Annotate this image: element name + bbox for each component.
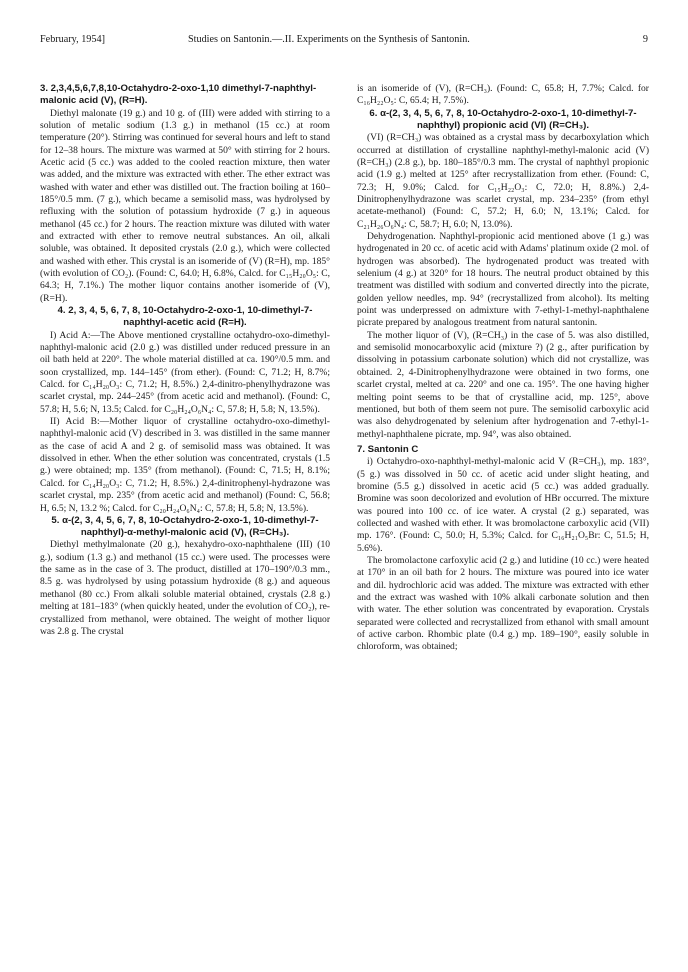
running-header [40,34,648,50]
left-column [40,83,330,638]
header-title: Studies on Santonin.—.II. Experiments on the Synthesis of Santonin. [188,34,470,45]
page-number: 9 [642,34,648,45]
section-heading: 6. α-(2, 3, 4, 5, 6, 7, 8, 10-Octahydro-2-oxo-1, 10-dimethyl-7-naphthyl) propionic acid (VI) (R=CH₃). [369,107,637,131]
body-paragraph: is an isomeride of (V), (R=CH₃). (Found: C, 65.8; H, 7.7%; Calcd. for C₁₆H₂₂O₅: C, 65.4; H, 7.5%). [357,83,649,107]
body-paragraph: The mother liquor of (V), (R=CH₃) in the case of 5. was also distilled, and semisolid monocarboxylic acid (mixture ?) (2 g., after purification by dissolving in potassium carbonate solution) which did not crystallize, was obtained. 2, 4-Dinitrophenylhydrazone were obtained in two forms, one scarlet crystal, melted at ca. 220° and one ca. 195°. The one having higher melting point seems to be that of crystalline acid, mp. 125°, above mentioned, but both of them seem not pure. The semisolid carboxylic acid was also dehydrogenated by selenium after hydrogenation and 7-ethyl-1-methyl-naphthalene picrate, mp. 94°, was also obtained. [357,329,649,440]
body-paragraph: Diethyl methylmalonate (20 g.), hexahydro-oxo-naphthalene (III) (10 g.), sodium (1.3 g.) and methanol (15 cc.) were used. The processes were the same as in the case of 3. The product, distilled at 170–190°/0.3 mm., 8.5 g. was hydrolysed by using potassium hydroxide (8 g.) and aqueous methanol (80 cc.) From alkali soluble material obtained, crystals (2.8 g.) melting at 181–183° (when quickly heated, under the evolution of CO₂), re-crystallized from methanol, were obtained. The weight of mother liquor was 2.8 g. The crystal [40,539,330,637]
section-heading: 3. 2,3,4,5,6,7,8,10-Octahydro-2-oxo-1,10 dimethyl-7-naphthyl-malonic acid (V), (R=H). [40,83,317,107]
body-paragraph: I) Acid A:—The Above mentioned crystalline octahydro-oxo-dimethyl-naphthyl-malonic acid (2.0 g.) was distilled under reduced pressure in an oil bath held at 220°. The whole material distilled at ca. 190°/0.5 mm. and soon crystallized, mp. 144–145° (from ether). (Found: C, 71.2; H, 8.7%; Calcd. for C₁₄H₂₀O₃: C, 71.2; H, 8.5%.) 2,4-dinitro-phenylhydrazone was scarlet crystal, mp. 244–245° (from acetic acid and methanol). (Found: C, 57.8; H, 5.6; N, 13.5; Calcd. for C₂₀H₂₄O₆N₄: C, 57.8; H, 5.8; N, 13.5%). [40,329,330,415]
body-paragraph: i) Octahydro-oxo-naphthyl-methyl-malonic acid V (R=CH₃), mp. 183°, (5 g.) was dissolved in 50 cc. of acetic acid under slight heating, and bromine (5.5 g.) dissolved in acetic acid (5 cc.) was added gradually. Bromine was soon decolorized and evolution of HBr occurred. The mixture was poured into 100 cc. of ice water. A crystal (2 g.) separated, was collected and washed with ether. It was bromolactone carboxylic acid (VII) mp. 176°. (Found: C, 50.0; H, 5.3%; Calcd. for C₁₆H₂₁O₅Br: C, 51.5; H, 5.6%). [357,456,649,554]
body-paragraph: (VI) (R=CH₃) was obtained as a crystal mass by decarboxylation which occurred at distillation of crystalline naphthyl-methyl-malonic acid (V) (R=CH₃) (2.8 g.), bp. 180–185°/0.3 mm. The crystal of naphthyl propionic acid (1.9 g.) melted at 125° after recrystallization from ether. (Found: C, 72.3; H, 9.0%; Calcd. for C₁₅H₂₂O₃: C, 72.0; H, 8.8%.) 2,4-Dinitrophenylhydrazone was scarlet crystal, mp. 234–235° (from ethyl acetate-methanol) (Found: C, 57.2; H, 6.0; N, 13.1%; Calcd. for C₂₁H₂₆O₆N₄: C, 58.7; H, 6.0; N, 13.0%). [357,132,649,230]
header-date: February, 1954] [40,34,105,45]
body-paragraph: The bromolactone carfoxylic acid (2 g.) and lutidine (10 cc.) were heated at 170° in an oil bath for 2 hours. The mixture was poured into ice water and dil. hydrochloric acid was added. The mixture was extracted with ether and the extract was washed with 10% alkali carbonate solution and then with water. The ether solution was concentrated by evaporation. Crystals separated were collected and recrystallized from ethanol with small amount of active carbon. Rhombic plate (0.4 g.) mp. 189–190°, easily soluble in chloroform, was obtained; [357,554,649,653]
body-paragraph: Diethyl malonate (19 g.) and 10 g. of (III) were added with stirring to a solution of metalic sodium (1.3 g.) in methanol (15 cc.) at room temperature (20°). Stirring was continued for several hours and left to stand for 12–38 hours. The mixture was warmed at 50° with stirring for 2 hours. Acetic acid (5 cc.) was added to the cooled reaction mixture, then water was added, and the mixture was extracted with ether. The ether extract was washed with water and ether was distilled out. The fraction boiling at 160–185°/0.5 mm. (7 g.), which became a semisolid mass, was hydrolysed by refluxing with the solution of potassium hydroxide (7 g.) in aqueous methanol (45 cc.) for 2 hours. The reaction mixture was diluted with water and extracted with ether to remove neutral substances. An oil, alkali soluble, was obtained. It deposited crystals (2.0 g.), which were collected and washed with ether. This crystal is an isomeride of (V) (R=H), mp. 185° (with evolution of CO₂). (Found: C, 64.0; H, 6.8%, Calcd. for C₁₅H₂₀O₅: C, 64.3; H, 7.1%.) The mother liquor contains another isomeride of (V), (R=H). [40,107,330,304]
right-column [357,83,649,654]
section-heading: 7. Santonin C [357,443,419,455]
section-heading: 5. α-(2, 3, 4, 5, 6, 7, 8, 10-Octahydro-2-oxo-1, 10-dimethyl-7-naphthyl)-α-methyl-malonic acid (V), (R=CH₃). [51,514,319,539]
body-paragraph: II) Acid B:—Mother liquor of crystalline octahydro-oxo-dimethyl-naphthyl-malonic acid (V) described in 3. was distilled in the same manner as the case of acid A and 2 g. of semisolid mass was obtained. It was dissolved in ether. When the ether solution was concentrated, crystals (1.5 g.) were obtained; mp. 135° (from methanol). (Found: C, 71.5; H, 8.1%; Calcd. for C₁₄H₂₀O₃: C, 71.2; H, 8.5%.) 2,4-dinitrophenyl-hydrazone was scarlet crystal, mp. 235° (from acetic acid and methanol) (Found: C, 56.8; H, 6.5; N, 13.2 %; Calcd. for C₂₀H₂₄O₆N₄: C, 57.8; H, 5.8; N, 13.5%). [40,416,330,514]
section-heading: 4. 2, 3, 4, 5, 6, 7, 8, 10-Octahydro-2-oxo-1, 10-dimethyl-7-naphthyl-acetic acid (R=H). [57,305,313,329]
body-paragraph: Dehydrogenation. Naphthyl-propionic acid mentioned above (1 g.) was hydrogenated in 20 cc. of acetic acid with Adams' platinum oxide (2 mol. of hydrogen was absorbed). The hydrogenated product was treated with selenium (4 g.) at 320° for 18 hours. The neutral product obtained by this treatment was distilled with sodium and converted directly into the picrate, golden yellow needles, mp. 94° (recrystallized from alcohol). Its melting point was underpressed on admixture with 7-ethyl-1-methyl-naphthalene picrate prepared by analogous treatment from natural santonin. [357,231,649,329]
